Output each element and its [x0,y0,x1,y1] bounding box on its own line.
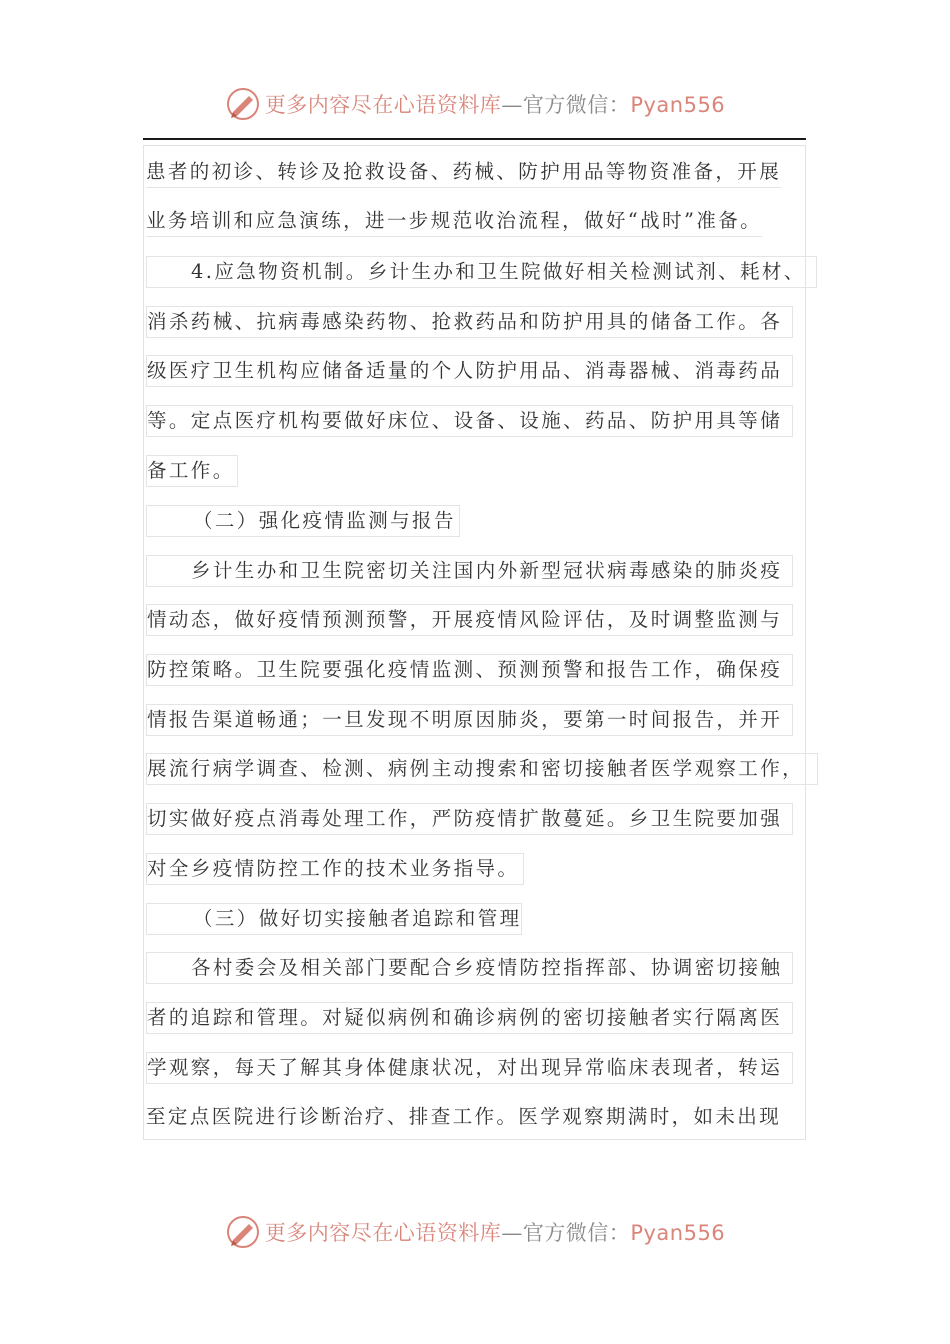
body-line: 等。定点医疗机构要做好床位、设备、设施、药品、防护用具等储 [146,405,793,437]
banner-wechat: Pyan556 [630,93,726,117]
footer-banner [0,1212,950,1252]
body-line: 乡计生办和卫生院密切关注国内外新型冠状病毒感染的肺炎疫 [146,555,793,587]
content-frame [143,145,806,1140]
body-line: 切实做好疫点消毒处理工作，严防疫情扩散蔓延。乡卫生院要加强 [146,803,793,835]
body-line: 情报告渠道畅通；一旦发现不明原因肺炎，要第一时间报告，并开 [146,704,793,736]
header-rule [143,138,806,140]
banner-official: 官方微信： [522,1221,631,1245]
body-line: 展流行病学调查、检测、病例主动搜索和密切接触者医学观察工作， [146,753,818,785]
pen-logo-icon [225,86,261,122]
body-line: 备工作。 [146,455,238,487]
body-line: 级医疗卫生机构应储备适量的个人防护用品、消毒器械、消毒药品 [146,355,793,387]
banner-text [265,89,725,119]
body-line: 至定点医院进行诊断治疗、排查工作。医学观察期满时，如未出现 [146,1105,782,1128]
banner-text [265,1217,725,1247]
section-heading: （二）强化疫情监测与报告 [146,505,460,537]
section-heading: （三）做好切实接触者追踪和管理 [146,903,522,935]
banner-separator: — [501,93,523,117]
body-line: 患者的初诊、转诊及抢救设备、药械、防护用品等物资准备，开展 [146,157,781,188]
header-banner [0,84,950,124]
body-line: 者的追踪和管理。对疑似病例和确诊病例的密切接触者实行隔离医 [146,1002,793,1034]
banner-brand: 更多内容尽在心语资料库 [264,1221,502,1245]
body-line: 消杀药械、抗病毒感染药物、抢救药品和防护用具的储备工作。各 [146,306,793,338]
body-line: 学观察，每天了解其身体健康状况，对出现异常临床表现者，转运 [146,1052,793,1084]
body-line: 4.应急物资机制。乡计生办和卫生院做好相关检测试剂、耗材、 [146,256,817,288]
body-line: 防控策略。卫生院要强化疫情监测、预测预警和报告工作，确保疫 [146,654,793,686]
banner-brand: 更多内容尽在心语资料库 [264,93,502,117]
banner-official: 官方微信： [522,93,631,117]
body-line: 各村委会及相关部门要配合乡疫情防控指挥部、协调密切接触 [146,952,793,984]
body-line: 业务培训和应急演练，进一步规范收治流程，做好“战时”准备。 [146,206,762,237]
banner-wechat: Pyan556 [630,1221,726,1245]
pen-logo-icon [225,1214,261,1250]
banner-separator: — [501,1221,523,1245]
body-line: 对全乡疫情防控工作的技术业务指导。 [146,853,524,885]
body-line: 情动态，做好疫情预测预警，开展疫情风险评估，及时调整监测与 [146,604,793,636]
